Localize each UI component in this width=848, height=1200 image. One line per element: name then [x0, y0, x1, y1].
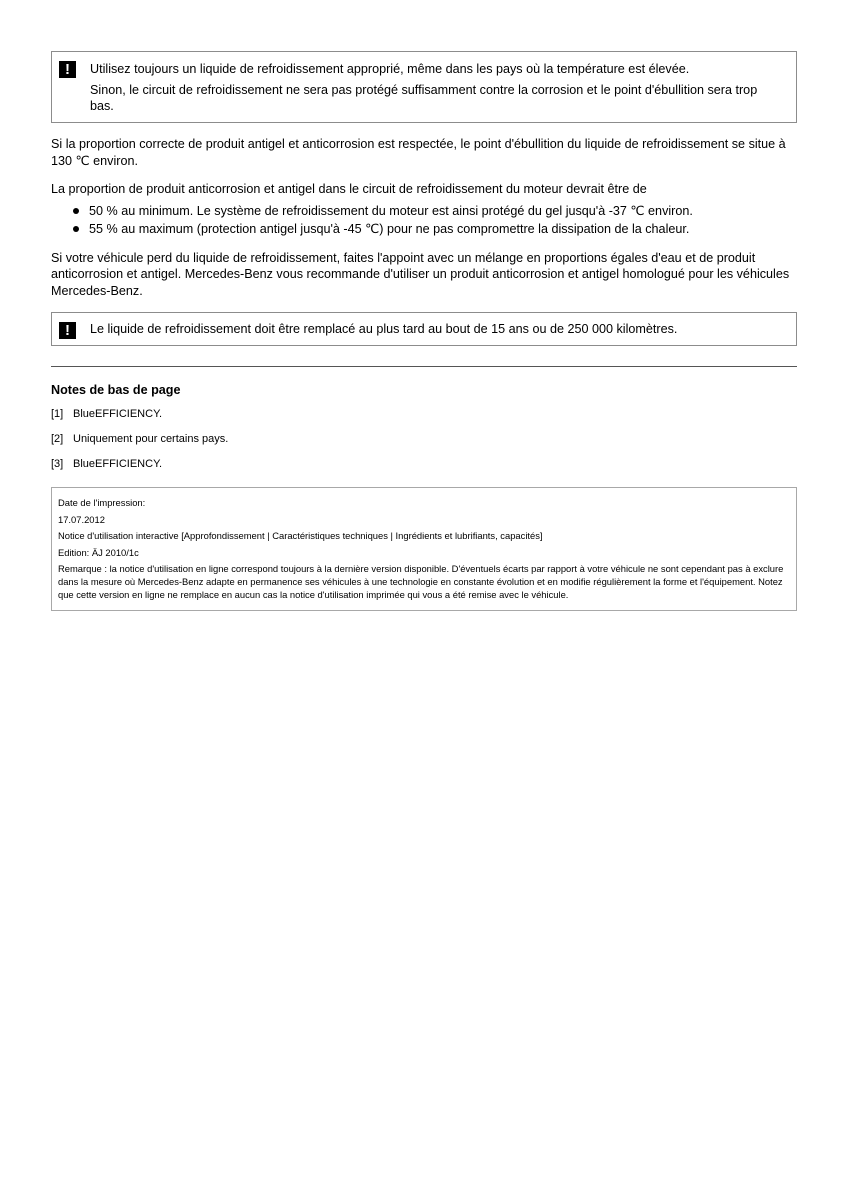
print-date-label: Date de l'impression: — [58, 497, 146, 508]
divider — [51, 366, 797, 367]
print-date: 17.07.2012 — [58, 513, 105, 525]
print-info-box — [51, 487, 797, 611]
footnote-text: BlueEFFICIENCY. — [73, 458, 163, 470]
warning-box-replacement — [51, 312, 797, 346]
footnote-text: Uniquement pour certains pays. — [73, 433, 229, 445]
exclamation-icon: ! — [59, 61, 76, 78]
footnote-number: [2] — [51, 433, 64, 445]
paragraph-proportion: La proportion de produit anticorrosion et antigel dans le circuit de refroidissement du moteur devrait être de — [51, 182, 647, 196]
footnote-text: BlueEFFICIENCY. — [73, 408, 163, 420]
proportion-list — [51, 203, 797, 238]
list-item: 55 % au maximum (protection antigel jusqu'à -45 ℃) pour ne pas compromettre la dissipation de la chaleur. — [51, 221, 797, 238]
warning-text-replacement: Le liquide de refroidissement doit être remplacé au plus tard au bout de 15 ans ou de 250 000 kilomètres. — [90, 322, 678, 336]
footnote-item — [51, 432, 797, 446]
list-item: 50 % au minimum. Le système de refroidissement du moteur est ainsi protégé du gel jusqu'à -37 ℃ environ. — [51, 203, 797, 220]
footnote-item — [51, 407, 797, 421]
footnote-item — [51, 457, 797, 471]
paragraph-boiling-point: Si la proportion correcte de produit antigel et anticorrosion est respectée, le point d'ébullition du liquide de refroidissement se situe à 130 ℃ environ. — [51, 137, 786, 168]
bullet-icon — [73, 226, 79, 232]
warning-text-1: Utilisez toujours un liquide de refroidissement approprié, même dans les pays où la température est élevée. — [90, 62, 690, 76]
footnote-number: [3] — [51, 458, 64, 470]
document-page — [51, 51, 797, 611]
warning-text-2: Sinon, le circuit de refroidissement ne sera pas protégé suffisamment contre la corrosion et le point d'ébullition sera trop bas. — [90, 82, 758, 113]
footnote-number: [1] — [51, 408, 64, 420]
bullet-icon — [73, 208, 79, 214]
paragraph-topup: Si votre véhicule perd du liquide de refroidissement, faites l'appoint avec un mélange en proportions égales d'eau et de produit anticorrosion et antigel. Mercedes-Benz vous recommande d'utiliser un produit anticorrosion et antigel homologué pour les véhicules Mercedes-Benz. — [51, 250, 790, 298]
print-edition: Edition: ÄJ 2010/1c — [58, 546, 139, 558]
footnotes-list — [51, 407, 797, 471]
exclamation-icon: ! — [59, 322, 76, 339]
print-remark: Remarque : la notice d'utilisation en ligne correspond toujours à la dernière version disponible. D'éventuels écarts par rapport à votre véhicule ne sont cependant pas à exclure dans la mesure où Mercedes-Benz adapte en permanence ses véhicules à une technologie en constante évolution et en modifie régulièrement la forme et l'équipement. Notez que cette version en ligne ne remplace en aucun cas la notice d'utilisation imprimée qui vous a été remise avec le véhicule. — [58, 563, 784, 600]
footnotes-title: Notes de bas de page — [51, 383, 181, 397]
print-notice-path: Notice d'utilisation interactive [Approfondissement | Caractéristiques techniques | Ingrédients et lubrifiants, capacités] — [58, 530, 543, 542]
warning-box-coolant — [51, 51, 797, 123]
